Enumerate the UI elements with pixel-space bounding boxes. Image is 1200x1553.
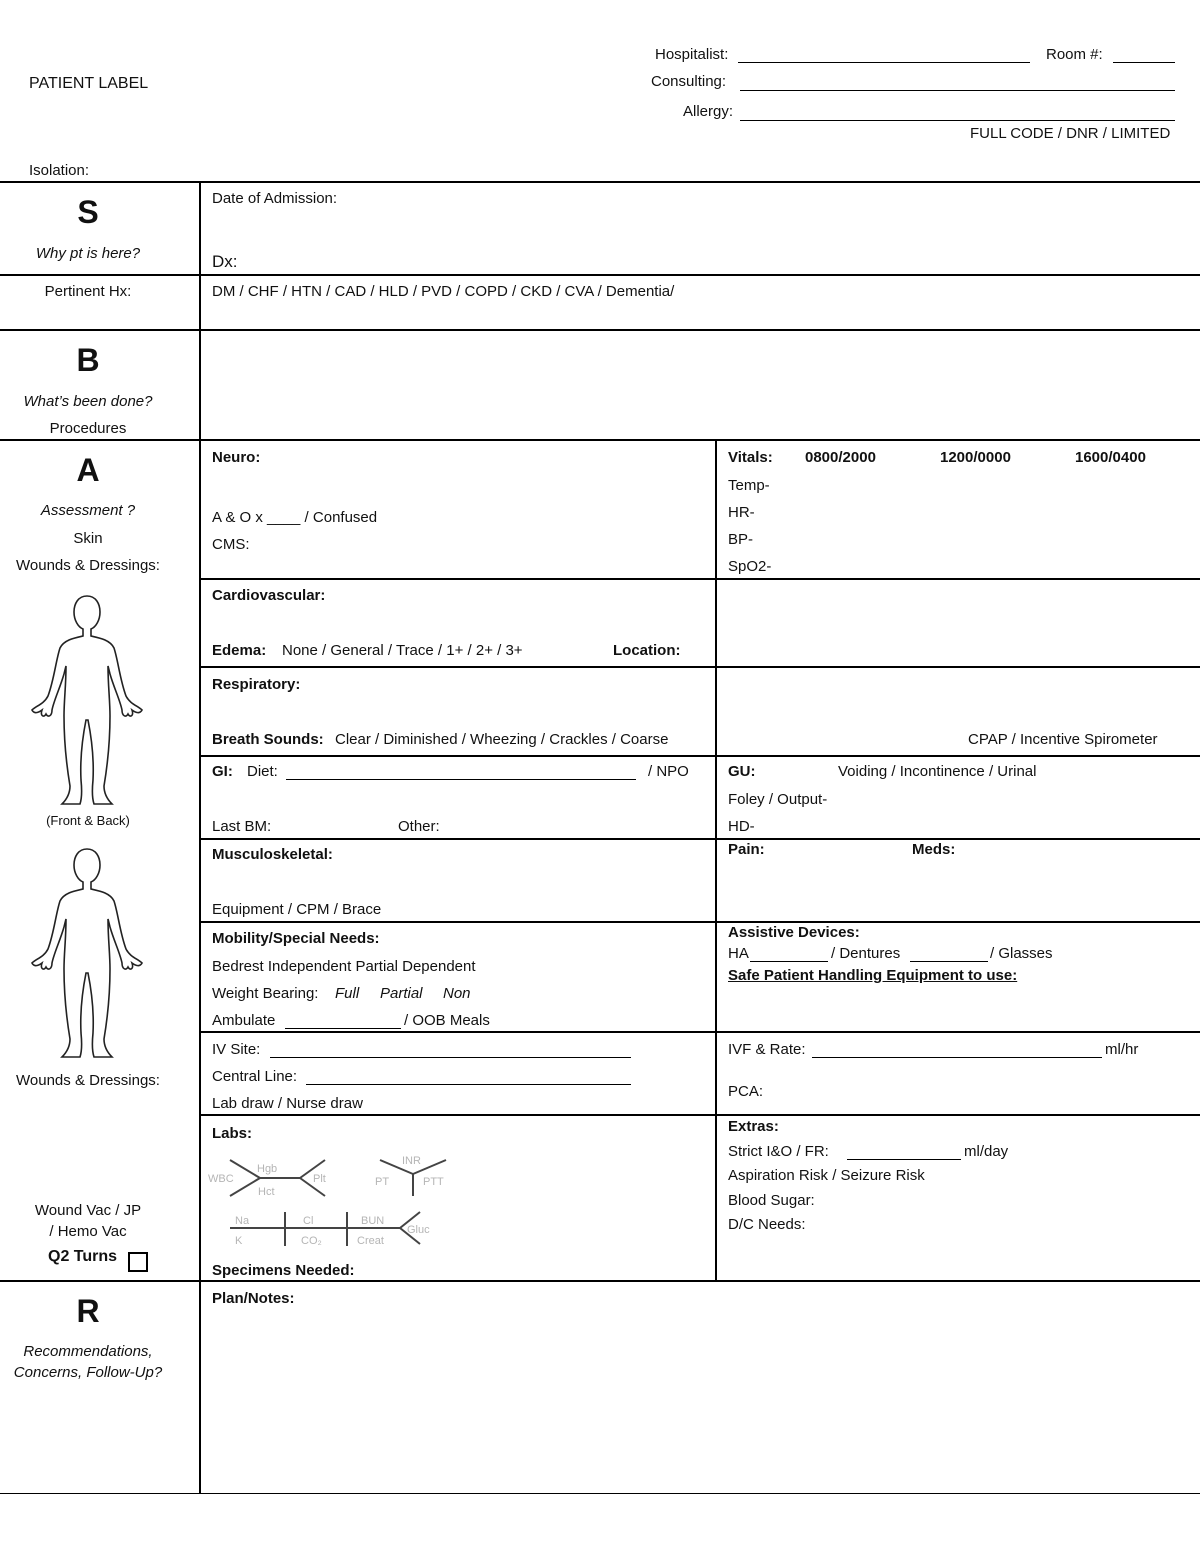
skin-label: Skin [73,530,103,547]
gi-diet-label: Diet: [247,763,278,780]
rule-middle-column [715,440,717,1281]
lab-gluc: Gluc [407,1224,430,1236]
rule-b-a [0,439,1200,441]
hospitalist-label: Hospitalist: [655,46,729,63]
extras-mlday: ml/day [964,1143,1009,1160]
ivf-rate-field[interactable] [812,1057,1102,1058]
neuro-title: Neuro: [212,449,261,466]
mobility-title: Mobility/Special Needs: [212,930,380,947]
wb-partial[interactable]: Partial [380,985,423,1002]
lab-k: K [235,1235,243,1247]
safe-handling-label: Safe Patient Handling Equipment to use: [728,967,1018,984]
rule-cardio-resp [200,666,1200,668]
gi-npo[interactable]: / NPO [648,763,689,780]
rule-neuro-cardio [200,578,1200,580]
assistive-ha: HA [728,945,749,962]
gi-last-bm: Last BM: [212,818,272,835]
breath-label: Breath Sounds: [212,731,324,748]
consulting-label: Consulting: [651,73,727,90]
extras-strict[interactable]: Strict I&O / FR: [728,1143,829,1160]
allergy-label: Allergy: [683,103,734,120]
hospitalist-field[interactable] [738,62,1030,63]
mobility-options[interactable]: Bedrest Independent Partial Dependent [212,958,476,975]
rule-gi-msk [200,838,1200,840]
rule-hx-b [0,329,1200,331]
central-line-field[interactable] [306,1084,631,1085]
plan-notes-area[interactable] [204,1312,1194,1488]
bmp-fishbone [230,1212,420,1246]
wb-non[interactable]: Non [443,985,471,1002]
cbc-fishbone [230,1160,325,1196]
weight-bearing-label: Weight Bearing: [212,985,319,1002]
vitals-temp: Temp- [728,477,770,494]
rule-resp-gi [200,755,1200,757]
lab-creat: Creat [357,1235,384,1247]
code-status[interactable]: FULL CODE / DNR / LIMITED [970,125,1171,142]
assistive-glasses: / Glasses [990,945,1053,962]
rule-iv-labs [200,1114,1200,1116]
lab-bun: BUN [361,1215,385,1227]
patient-label: PATIENT LABEL [29,75,149,92]
lab-wbc: WBC [208,1173,234,1185]
q2-turns-checkbox[interactable] [128,1252,148,1272]
dx-label: Dx: [212,252,238,271]
body-back-figure[interactable] [26,843,148,1063]
b-letter: B [76,342,100,378]
procedures-label: Procedures [49,420,127,437]
gi-other: Other: [398,818,440,835]
vitals-bp: BP- [728,531,754,548]
wb-full[interactable]: Full [335,985,360,1002]
front-back-label: (Front & Back) [46,813,130,828]
gu-hd: HD- [728,818,755,835]
lab-pt: PT [375,1176,390,1188]
pca-label: PCA: [728,1083,764,1100]
vitals-title: Vitals: [728,449,773,466]
neuro-cms: CMS: [212,536,250,553]
rule-msk-mobility [200,921,1200,923]
assistive-ha-field[interactable] [750,961,828,962]
neuro-aox[interactable]: A & O x ____ / Confused [212,509,378,526]
lab-hct: Hct [258,1186,275,1198]
hx-options[interactable]: DM / CHF / HTN / CAD / HLD / PVD / COPD / CKD / CVA / Dementia/ [212,283,675,300]
rule-s-hx [0,274,1200,276]
ivf-rate-label: IVF & Rate: [728,1041,806,1058]
lab-na: Na [235,1215,250,1227]
lab-inr: INR [402,1155,421,1167]
specimens-label: Specimens Needed: [212,1262,355,1279]
lab-cl: Cl [303,1215,314,1227]
labs-title: Labs: [212,1125,253,1142]
r-line1: Recommendations, [23,1343,153,1360]
ambulate-field[interactable] [285,1028,401,1029]
iv-site-label: IV Site: [212,1041,261,1058]
pertinent-hx-label: Pertinent Hx: [44,283,132,300]
a-question: Assessment ? [40,502,136,519]
r-letter: R [76,1293,100,1329]
rule-bottom [0,1493,1200,1494]
central-line-label: Central Line: [212,1068,298,1085]
assistive-dentures-field[interactable] [910,961,988,962]
gi-diet-field[interactable] [286,779,636,780]
breath-options[interactable]: Clear / Diminished / Wheezing / Crackles / Coarse [335,731,669,748]
consulting-field[interactable] [740,90,1175,91]
lab-fishbones[interactable] [205,1150,465,1255]
vitals-time-2: 1200/0000 [940,449,1011,466]
vitals-time-3: 1600/0400 [1075,449,1146,466]
a-letter: A [76,452,100,488]
lab-hgb: Hgb [257,1163,278,1175]
extras-title: Extras: [728,1118,779,1135]
ivf-mlhr: ml/hr [1105,1041,1139,1058]
extras-blood-sugar: Blood Sugar: [728,1192,815,1209]
body-front-figure[interactable] [26,590,148,810]
lab-ptt: PTT [423,1176,444,1188]
wounds-label-1: Wounds & Dressings: [16,557,160,574]
pain-meds: Meds: [912,841,956,858]
extras-fr-field[interactable] [847,1159,961,1160]
wounds-label-2: Wounds & Dressings: [16,1072,160,1089]
extras-dc-needs: D/C Needs: [728,1216,806,1233]
room-field[interactable] [1113,62,1175,63]
assistive-title: Assistive Devices: [728,924,860,941]
woundvac-line1: Wound Vac / JP [34,1202,142,1219]
plan-notes-label: Plan/Notes: [212,1290,295,1307]
b-question: What’s been done? [23,393,153,410]
vitals-hr: HR- [728,504,755,521]
lab-co2: CO₂ [301,1235,322,1247]
cpap-options[interactable]: CPAP / Incentive Spirometer [968,731,1158,748]
edema-label: Edema: [212,642,267,659]
oob-meals[interactable]: / OOB Meals [404,1012,490,1029]
date-admission-label: Date of Admission: [212,190,338,207]
rule-mobility-iv [200,1031,1200,1033]
iv-site-field[interactable] [270,1057,631,1058]
vitals-time-1: 0800/2000 [805,449,876,466]
edema-options[interactable]: None / General / Trace / 1+ / 2+ / 3+ [282,642,523,659]
rule-top [0,181,1200,183]
gu-title: GU: [728,763,756,780]
gu-voiding[interactable]: Voiding / Incontinence / Urinal [838,763,1037,780]
room-label: Room #: [1046,46,1103,63]
woundvac-line2: / Hemo Vac [49,1223,127,1240]
rule-left-column [199,181,201,1494]
resp-title: Respiratory: [212,676,301,693]
r-line2: Concerns, Follow-Up? [13,1364,163,1381]
edema-location: Location: [613,642,681,659]
ambulate-label: Ambulate [212,1012,276,1029]
lab-plt: Plt [313,1173,326,1185]
gu-foley[interactable]: Foley / Output- [728,791,828,808]
isolation-label: Isolation: [29,162,90,179]
extras-aspiration[interactable]: Aspiration Risk / Seizure Risk [728,1167,925,1184]
lab-draw-options[interactable]: Lab draw / Nurse draw [212,1095,363,1112]
rule-a-r [0,1280,1200,1282]
gi-title: GI: [212,763,233,780]
s-letter: S [77,194,99,230]
cardio-title: Cardiovascular: [212,587,326,604]
assistive-dentures: / Dentures [831,945,901,962]
pain-title: Pain: [728,841,765,858]
msk-title: Musculoskeletal: [212,846,333,863]
vitals-spo2: SpO2- [728,558,772,575]
allergy-field[interactable] [740,120,1175,121]
msk-equipment[interactable]: Equipment / CPM / Brace [212,901,382,918]
q2-turns-label: Q2 Turns [48,1248,118,1265]
s-question: Why pt is here? [35,245,141,262]
